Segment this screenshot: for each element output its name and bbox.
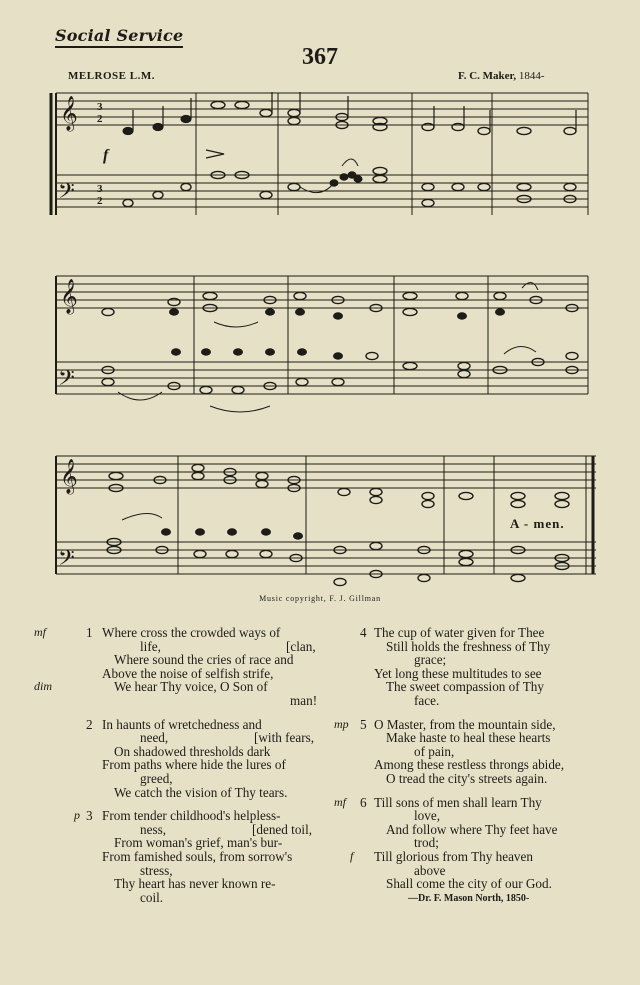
- stanza-line: From paths where hide the lures of: [102, 757, 286, 773]
- stanza-line: Make haste to heal these hearts: [386, 730, 551, 746]
- stanza-line: Till glorious from Thy heaven: [374, 848, 533, 864]
- dynamic-mark: p: [74, 808, 80, 823]
- system-1: [51, 92, 588, 215]
- svg-text:𝄢: 𝄢: [58, 179, 75, 209]
- svg-text:3: 3: [97, 101, 103, 113]
- stanza-line: stress,: [140, 862, 173, 878]
- dynamic-mark: mf: [334, 794, 346, 809]
- tune-name: MELROSE L.M.: [68, 70, 155, 82]
- stanza-line: [clan,: [286, 638, 316, 654]
- svg-text:2: 2: [97, 113, 103, 125]
- svg-text:𝄞: 𝄞: [60, 279, 78, 314]
- svg-text:𝄢: 𝄢: [58, 366, 75, 396]
- stanza-line: Above the noise of selfish strife,: [102, 665, 274, 681]
- bass-staff: [56, 362, 588, 394]
- stanza-line: grace;: [414, 652, 447, 668]
- stanza-line: of pain,: [414, 743, 455, 759]
- treble-staff: [56, 456, 596, 488]
- svg-text:2: 2: [97, 195, 103, 207]
- text-author-attribution: —Dr. F. Mason North, 1850-: [408, 893, 530, 904]
- stanza-line: Yet long these multitudes to see: [374, 665, 542, 681]
- svg-text:3: 3: [97, 183, 103, 195]
- stanza-number: 2: [86, 716, 93, 732]
- stanza-line: Shall come the city of our God.: [386, 876, 552, 892]
- system-2: [56, 276, 588, 412]
- stanza-line: And follow where Thy feet have: [386, 821, 558, 837]
- stanza-line: above: [414, 862, 446, 878]
- stanza-line: need,: [140, 730, 169, 746]
- stanza-line: [with fears,: [254, 730, 315, 746]
- svg-text:𝄞: 𝄞: [60, 459, 78, 494]
- music-copyright: Music copyright, F. J. Gillman: [259, 594, 381, 603]
- stanza-line: Where cross the crowded ways of: [102, 625, 281, 640]
- stanza-line: On shadowed thresholds dark: [114, 743, 271, 759]
- stanza-line: life,: [140, 638, 161, 654]
- composer-name: F. C. Maker,: [458, 70, 517, 82]
- bass-staff: [56, 175, 588, 207]
- stanza-line: The cup of water given for Thee: [374, 625, 545, 640]
- dynamic-mark: mp: [334, 716, 349, 731]
- stanza-line: ness,: [140, 821, 167, 837]
- stanza-line: face.: [414, 692, 440, 708]
- treble-staff: [56, 93, 588, 125]
- stanza-line: Thy heart has never known re-: [114, 876, 276, 892]
- treble-staff: [56, 276, 588, 308]
- stanza-number: 6: [360, 794, 367, 810]
- stanza-line: O Master, from the mountain side,: [374, 716, 556, 732]
- stanza-line: Still holds the freshness of Thy: [386, 638, 551, 654]
- stanza-line: We catch the vision of Thy tears.: [114, 784, 288, 800]
- stanza-line: From tender childhood's helpless-: [102, 808, 281, 824]
- stanza-line: We hear Thy voice, O Son of: [114, 679, 268, 695]
- stanza-line: From famished souls, from sorrow's: [102, 848, 293, 864]
- amen-lyric: A - men.: [510, 516, 565, 531]
- stanza-line: From woman's grief, man's bur-: [114, 835, 283, 851]
- svg-text:f: f: [103, 147, 109, 164]
- stanza-line: Among these restless throngs abide,: [374, 757, 565, 773]
- svg-text:𝄞: 𝄞: [60, 96, 78, 131]
- stanza-number: 4: [360, 625, 367, 640]
- stanza-line: trod;: [414, 835, 439, 851]
- stanza-number: 1: [86, 625, 93, 640]
- stanza-line: coil.: [140, 889, 164, 905]
- stanza-line: man!: [290, 692, 318, 708]
- svg-text:𝄢: 𝄢: [58, 546, 75, 576]
- stanza-line: love,: [414, 808, 441, 824]
- section-heading: Social Service: [55, 26, 183, 48]
- stanza-line: The sweet compassion of Thy: [386, 679, 544, 695]
- stanza-number: 3: [86, 808, 93, 824]
- stanza-line: In haunts of wretchedness and: [102, 716, 262, 732]
- dynamic-mark: mf: [34, 625, 46, 639]
- dynamic-mark: f: [350, 848, 354, 863]
- hymn-number: 367: [302, 44, 338, 70]
- composer-year: 1844-: [518, 70, 545, 82]
- stanza-number: 5: [360, 716, 367, 732]
- stanza-line: Till sons of men shall learn Thy: [374, 794, 542, 810]
- dynamic-mark: dim: [34, 679, 52, 694]
- stanza-line: [dened toil,: [252, 821, 313, 837]
- hymn-text-left-column: [36, 626, 326, 904]
- hymn-text-right-column: [336, 626, 598, 891]
- stanza-line: Where sound the cries of race and: [114, 652, 294, 668]
- stanza-line: greed,: [140, 770, 173, 786]
- stanza-line: O tread the city's streets again.: [386, 770, 548, 786]
